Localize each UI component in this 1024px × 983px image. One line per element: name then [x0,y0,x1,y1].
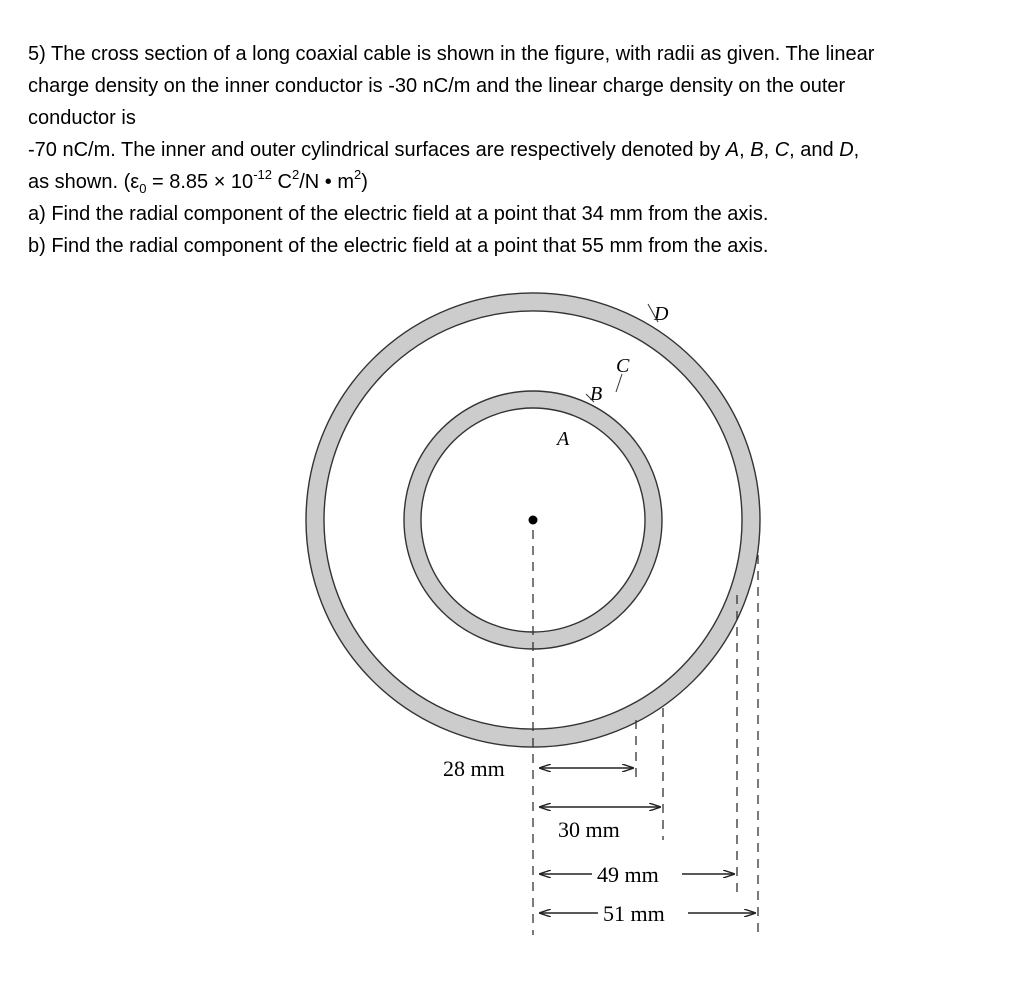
unit-m-exponent: 2 [354,167,362,183]
dimension-label-28mm: 28 mm [443,756,505,781]
axis-center-dot [529,516,538,525]
question-b: b) Find the radial component of the electric field at a point that 55 mm from the axis. [28,235,769,257]
surface-c-italic: C [774,139,790,161]
problem-line-3: conductor is [28,107,136,129]
surface-label-b: B [590,383,603,405]
dimension-label-30mm: 30 mm [558,817,620,842]
line-4-end: , [853,139,860,161]
epsilon-subscript: 0 [139,181,147,196]
problem-line-1: 5) The cross section of a long coaxial cable is shown in the figure, with radii as given. The linear [28,43,875,65]
unit-c: C [271,171,292,193]
exponent: -12 [253,167,272,183]
sep-3: , and [789,139,840,161]
unit-nm: /N • m [299,171,354,193]
surface-label-d: D [654,303,669,325]
surface-b-italic: B [750,139,764,161]
dimension-label-49mm: 49 mm [597,862,659,887]
surface-label-c: C [616,355,630,377]
constant-eq: = 8.85 × 10 [146,171,254,193]
problem-line-4-text: -70 nC/m. The inner and outer cylindrical surfaces are respectively denoted by [28,139,726,161]
constant-close: ) [361,171,368,193]
dimension-label-51mm: 51 mm [603,901,665,926]
surface-label-a: A [557,428,570,450]
surface-a-italic: A [725,139,740,161]
constant-prefix: as shown. (ε [28,171,140,193]
sep-1: , [739,139,751,161]
surface-d-italic: D [839,139,854,161]
unit-c-exponent: 2 [291,167,300,183]
sep-2: , [763,139,775,161]
problem-line-2: charge density on the inner conductor is -30 nC/m and the linear charge density on the outer [28,75,846,97]
question-a: a) Find the radial component of the electric field at a point that 34 mm from the axis. [28,203,769,225]
